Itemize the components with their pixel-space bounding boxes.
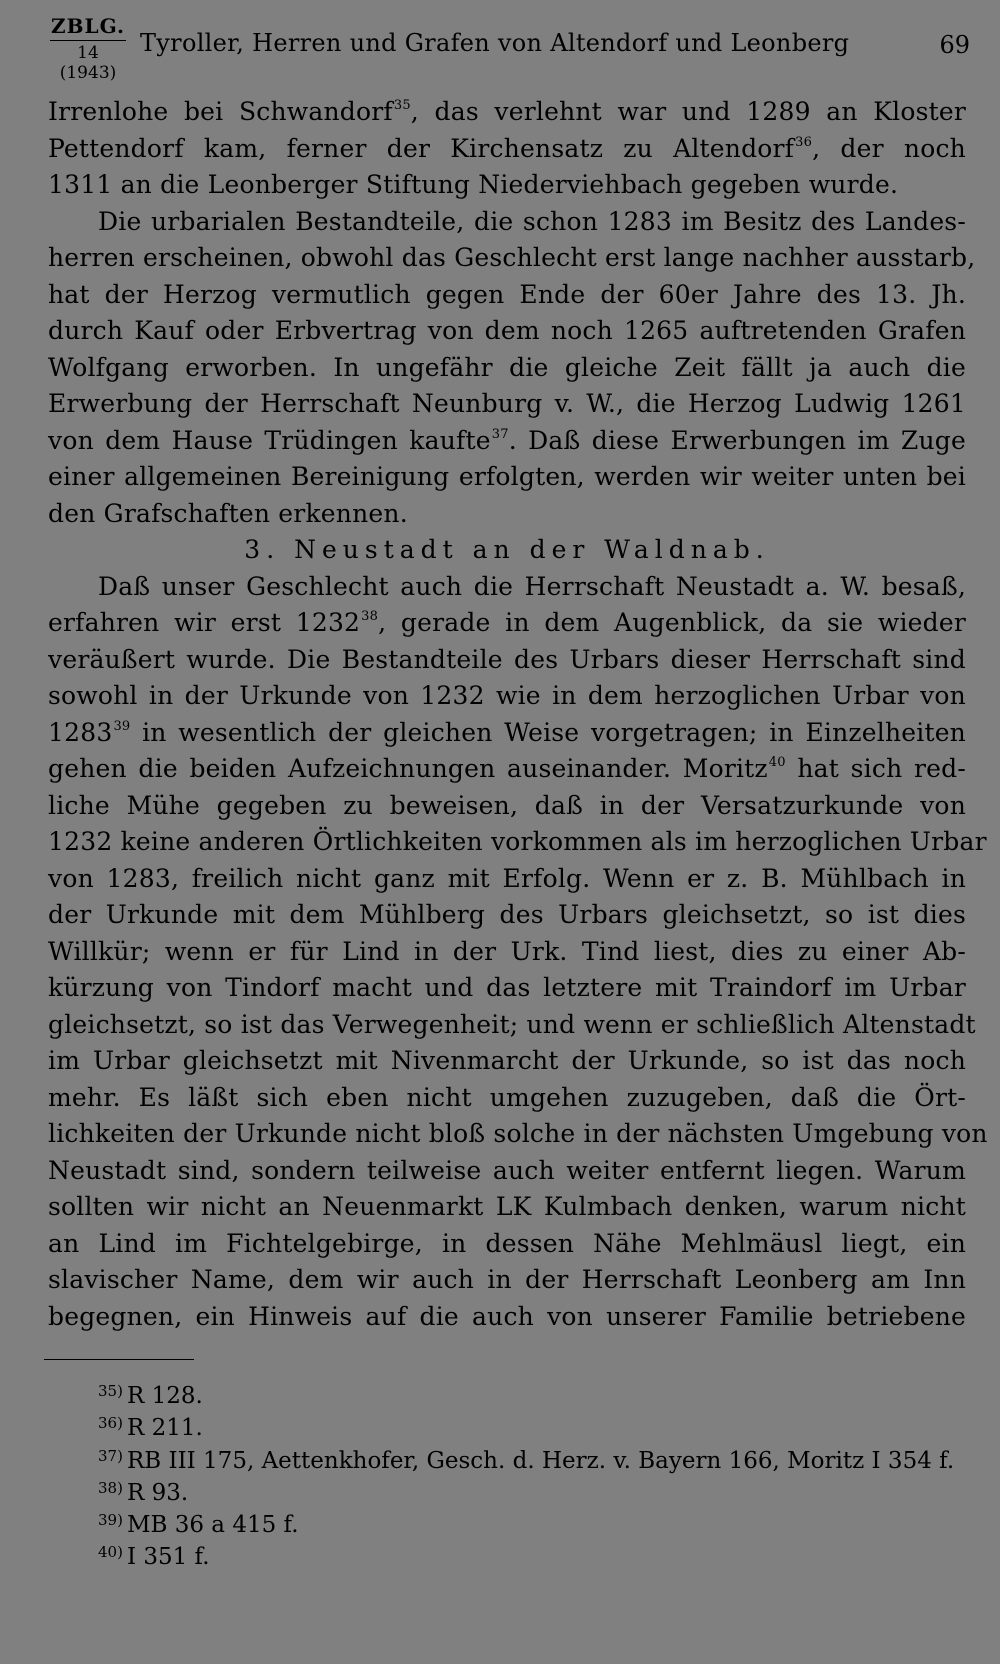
text-line: den Grafschaften erkennen. <box>48 498 408 528</box>
text-line: lichkeiten der Urkunde nicht bloß solche in der nächsten Umgebung von <box>48 1119 988 1148</box>
text-line: slavischer Name, dem wir auch in der Herrschaft Leonberg am Inn <box>48 1265 966 1294</box>
footnotes <box>98 1375 978 1569</box>
text-line: Neustadt sind, sondern teilweise auch weiter entfernt liegen. Warum <box>48 1155 966 1185</box>
journal-divider <box>50 40 126 41</box>
footnote-number: 37) <box>98 1446 123 1465</box>
footnote-number: 38) <box>98 1478 123 1497</box>
footnote <box>98 1536 978 1571</box>
text-line: Erwerbung der Herrschaft Neunburg v. W., die Herzog Ludwig 1261 <box>48 389 966 418</box>
footnote-ref: 37 <box>491 426 509 442</box>
text-line: Daß unser Geschlecht auch die Herrschaft Neustadt a. W. besaß, <box>98 571 966 601</box>
journal-citation <box>48 14 128 83</box>
text-line: 1311 an die Leonberger Stiftung Niederviehbach gegeben wurde. <box>48 170 899 199</box>
footnote-text: I 351 f. <box>126 1544 210 1571</box>
text-line: einer allgemeinen Bereinigung erfolgten, werden wir weiter unten bei <box>48 462 966 491</box>
page-header <box>48 14 970 83</box>
text-line: erfahren wir erst 1232$^{38}$, gerade in dem Augenblick, da sie wieder <box>48 608 966 637</box>
text-line: gehen die beiden Aufzeichnungen auseinander. Moritz$^{40}$ hat sich red- <box>48 754 966 783</box>
text-line: gleichsetzt, so ist das Verwegenheit; und wenn er schließlich Altenstadt <box>48 1009 976 1039</box>
text-line: sowohl in der Urkunde von 1232 wie in dem herzoglichen Urbar von <box>48 681 966 710</box>
footnote-number: 36) <box>98 1414 123 1433</box>
footnote <box>98 1407 978 1442</box>
footnote-ref: 36 <box>795 134 813 150</box>
journal-volume: 14 (1943) <box>59 43 117 83</box>
footnote <box>98 1440 978 1472</box>
text-line: liche Mühe gegeben zu beweisen, daß in der Versatzurkunde von <box>48 790 966 820</box>
page-number: 69 <box>939 31 970 59</box>
footnote-number: 40) <box>98 1543 123 1562</box>
text-line: 1283$^{39}$ in wesentlich der gleichen Weise vorgetragen; in Einzelheiten <box>48 717 966 747</box>
text-line: von 1283, freilich nicht ganz mit Erfolg. Wenn er z. B. Mühlbach in <box>48 863 966 893</box>
text-line: Pettendorf kam, ferner der Kirchensatz zu Altendorf$^{36}$, der noch <box>48 133 966 163</box>
journal-abbreviation: ZBLG. <box>51 14 125 38</box>
text-line: kürzung von Tindorf macht und das letztere mit Traindorf im Urbar <box>48 973 966 1002</box>
text-line: begegnen, ein Hinweis auf die auch von unserer Familie betriebene <box>48 1301 966 1331</box>
text-line: sollten wir nicht an Neuenmarkt LK Kulmbach denken, warum nicht <box>48 1192 966 1221</box>
running-title: Tyroller, Herren und Grafen von Altendorf und Leonberg <box>140 29 850 57</box>
footnote <box>98 1375 978 1407</box>
section-heading: 3. Neustadt an der Waldnab. <box>244 535 770 564</box>
footnote-text: R 211. <box>126 1415 203 1442</box>
footnote-text: R 128. <box>126 1383 203 1409</box>
text-line: von dem Hause Trüdingen kaufte$^{37}$. Daß diese Erwerbungen im Zuge <box>48 425 966 455</box>
text-line: Wolfgang erworben. In ungefähr die gleiche Zeit fällt ja auch die <box>48 352 966 382</box>
footnote-number: 35) <box>98 1382 123 1400</box>
text-line: 1232 keine anderen Örtlichkeiten vorkommen als im herzoglichen Urbar <box>48 827 987 856</box>
footnote-ref: 35 <box>393 98 411 113</box>
text-line: im Urbar gleichsetzt mit Nivenmarcht der Urkunde, so ist das noch <box>48 1046 966 1075</box>
footnote-number: 39) <box>98 1511 123 1530</box>
footnote-text: MB 36 a 415 f. <box>126 1512 299 1539</box>
text-line: hat der Herzog vermutlich gegen Ende der 60er Jahre des 13. Jh. <box>48 279 966 309</box>
text-line: Die urbarialen Bestandteile, die schon 1283 im Besitz des Landes- <box>98 206 966 236</box>
body-text <box>48 94 988 1335</box>
text-line: mehr. Es läßt sich eben nicht umgehen zuzugeben, daß die Ört- <box>48 1082 966 1112</box>
text-line: herren erscheinen, obwohl das Geschlecht erst lange nachher ausstarb, <box>48 243 976 272</box>
footnote-ref: 40 <box>768 755 786 770</box>
text-line: durch Kauf oder Erbvertrag von dem noch 1265 auftretenden Grafen <box>48 316 966 345</box>
footnote <box>98 1504 978 1539</box>
text-line: der Urkunde mit dem Mühlberg des Urbars gleichsetzt, so ist dies <box>48 900 966 929</box>
footnote-divider <box>44 1359 194 1360</box>
text-line: Willkür; wenn er für Lind in der Urk. Tind liest, dies zu einer Ab- <box>48 936 966 966</box>
footnote-text: R 93. <box>126 1479 189 1506</box>
footnote-ref: 38 <box>361 609 379 624</box>
footnote-ref: 39 <box>113 718 131 734</box>
text-line: an Lind im Fichtelgebirge, in dessen Nähe Mehlmäusl liegt, ein <box>48 1228 966 1258</box>
footnote <box>98 1472 978 1504</box>
text-line: veräußert wurde. Die Bestandteile des Urbars dieser Herrschaft sind <box>48 644 966 674</box>
text-line: Irrenlohe bei Schwandorf$^{35}$, das verlehnt war und 1289 an Kloster <box>48 97 966 126</box>
footnote-text: RB III 175, Aettenkhofer, Gesch. d. Herz. v. Bayern 166, Moritz I 354 f. <box>126 1447 955 1474</box>
